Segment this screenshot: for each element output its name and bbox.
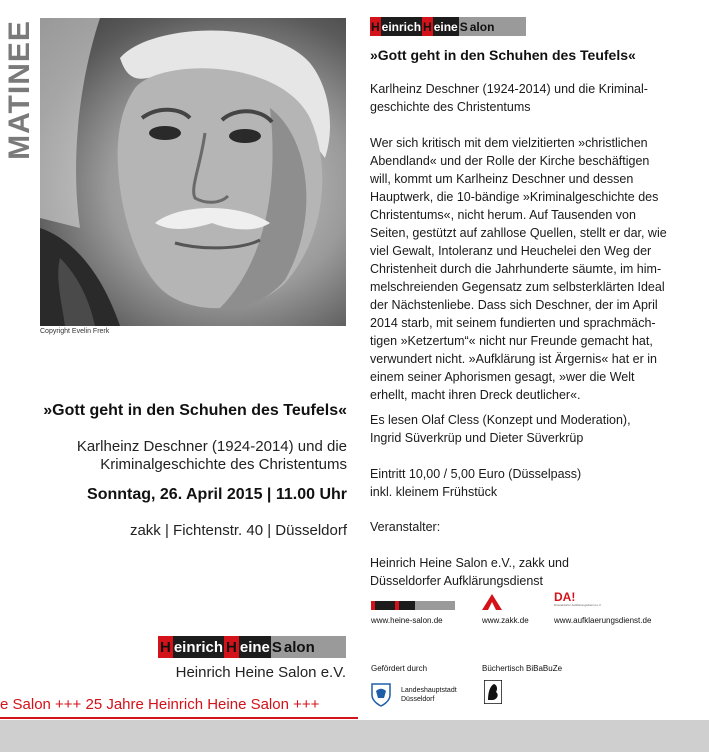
body-line: melschreienden Gegensatz zum selbsterklärten Ideal [370, 280, 665, 294]
price-line: Eintritt 10,00 / 5,00 Euro (Düsselpass) [370, 467, 582, 481]
body-line: will, kommt um Karlheinz Deschner und dessen [370, 172, 634, 186]
logo-word-eine: eine [433, 17, 459, 36]
event-title-left: »Gott geht in den Schuhen des Teufels« [43, 402, 347, 419]
url-aufklaerungsdienst[interactable]: www.aufklaerungsdienst.de [554, 616, 652, 625]
heine-salon-logo-large [158, 636, 346, 658]
organizer-label [370, 518, 700, 536]
duesseldorf-coat-of-arms-icon [371, 683, 391, 707]
da-logo [554, 591, 601, 607]
organizer-label-text: Veranstalter: [370, 520, 441, 534]
photo-credit: Copyright Evelin Frerk [40, 328, 110, 335]
zakk-logo [482, 594, 502, 610]
matinee-side-label [0, 10, 40, 170]
da-logo-subtext: Düsseldorfer Aufklärungsdienst e.V. [554, 603, 602, 607]
coat-of-arms-shape [371, 683, 391, 707]
event-subtitle-line2: Kriminalgeschichte des Christentums [100, 456, 347, 473]
logo-letter-h1: H [158, 636, 173, 658]
intro-line: Karlheinz Deschner (1924-2014) und die Kriminal- [370, 82, 648, 96]
logo-word-einrich: einrich [173, 636, 224, 658]
event-date: Sonntag, 26. April 2015 | 11.00 Uhr [87, 486, 347, 503]
logo-word-einrich: einrich [381, 17, 422, 36]
organizers-line: Düsseldorfer Aufklärungsdienst [370, 574, 544, 588]
price-line: inkl. kleinem Frühstück [370, 485, 498, 499]
readers-line: Es lesen Olaf Cless (Konzept und Moderation), [370, 413, 631, 427]
logo-word-eine: eine [239, 636, 271, 658]
da-logo-text: DA! [554, 590, 576, 604]
body-line: verwundert nicht. »Aufklärung ist Ärgernis« hat er in [370, 352, 657, 366]
anniversary-ticker: e Salon +++ 25 Jahre Heinrich Heine Salon +++ [0, 696, 320, 713]
organizers-paragraph [370, 554, 700, 590]
event-location: zakk | Fichtenstr. 40 | Düsseldorf [129, 522, 347, 539]
ticker-underline [0, 717, 358, 719]
logo-letter-h1: H [370, 17, 381, 36]
body-line: tigen »Ketzertum“« nicht nur Freunde gemacht hat, [370, 334, 653, 348]
city-name-line2: Düsseldorf [401, 696, 435, 703]
organizers-line: Heinrich Heine Salon e.V., zakk und [370, 556, 569, 570]
body-line: Abendland« und der Rolle der Kirche beschäftigen [370, 154, 650, 168]
logo-fill [316, 636, 346, 658]
logo-word-alon: alon [283, 636, 316, 658]
matinee-text: MATINEE [3, 20, 36, 160]
event-subtitle-line1: Karlheinz Deschner (1924-2014) und die [76, 438, 347, 455]
body-line: einem seiner Aphorismen gesagt, »wer die Welt [370, 370, 635, 384]
zakk-logo-shape [482, 594, 502, 610]
body-line: Hauptwerk, die 10-bändige »Kriminalgeschichte des [370, 190, 659, 204]
city-name [401, 686, 457, 704]
logo-letter-h2: H [422, 17, 433, 36]
url-heine-salon[interactable]: www.heine-salon.de [371, 616, 443, 625]
city-name-line1: Landeshauptstadt [401, 687, 457, 694]
body-line: Christentums«, nicht herum. Auf Tausenden von [370, 208, 636, 222]
bibabuze-logo-shape [484, 680, 502, 704]
bibabuze-logo-icon [484, 680, 502, 704]
event-title-right: »Gott geht in den Schuhen des Teufels« [370, 47, 636, 63]
url-zakk[interactable]: www.zakk.de [482, 616, 529, 625]
intro-paragraph [370, 80, 700, 116]
body-line: Seiten, gestützt auf zahllose Quellen, stellt er dar, wie [370, 226, 667, 240]
readers-paragraph [370, 411, 700, 447]
body-line: der Nächstenliebe. Dass sich Deschner, der im April [370, 298, 658, 312]
portrait-photo [40, 18, 346, 326]
logo-letter-s: S [271, 636, 283, 658]
logo-word-alon: alon [469, 17, 496, 36]
intro-line: geschichte des Christentums [370, 100, 531, 114]
logo-fill [495, 17, 526, 36]
bookshop-label: Büchertisch BiBaBuZe [482, 664, 563, 673]
body-line: viel Gewalt, Intoleranz und Heuchelei den Weg der [370, 244, 652, 258]
funded-by-label: Gefördert durch [371, 664, 428, 673]
organisation-name: Heinrich Heine Salon e.V. [175, 664, 346, 681]
heine-salon-logo-small [370, 17, 526, 36]
portrait-illustration [40, 18, 346, 326]
price-paragraph [370, 465, 700, 501]
logo-letter-h2: H [224, 636, 239, 658]
bottom-grey-bar [0, 720, 709, 752]
body-line: erhellt, macht ihren Dreck deutlicher«. [370, 388, 581, 402]
heine-salon-mini-logo [371, 601, 455, 610]
body-line: Wer sich kritisch mit dem vielzitierten »christlichen [370, 136, 648, 150]
logo-letter-s: S [459, 17, 469, 36]
body-line: 2014 starb, mit seinem fundierten und sprachmäch- [370, 316, 656, 330]
body-paragraph [370, 134, 700, 404]
body-line: Christenheit durch die Jahrhunderte säumte, im him- [370, 262, 662, 276]
readers-line: Ingrid Süverkrüp und Dieter Süverkrüp [370, 431, 584, 445]
